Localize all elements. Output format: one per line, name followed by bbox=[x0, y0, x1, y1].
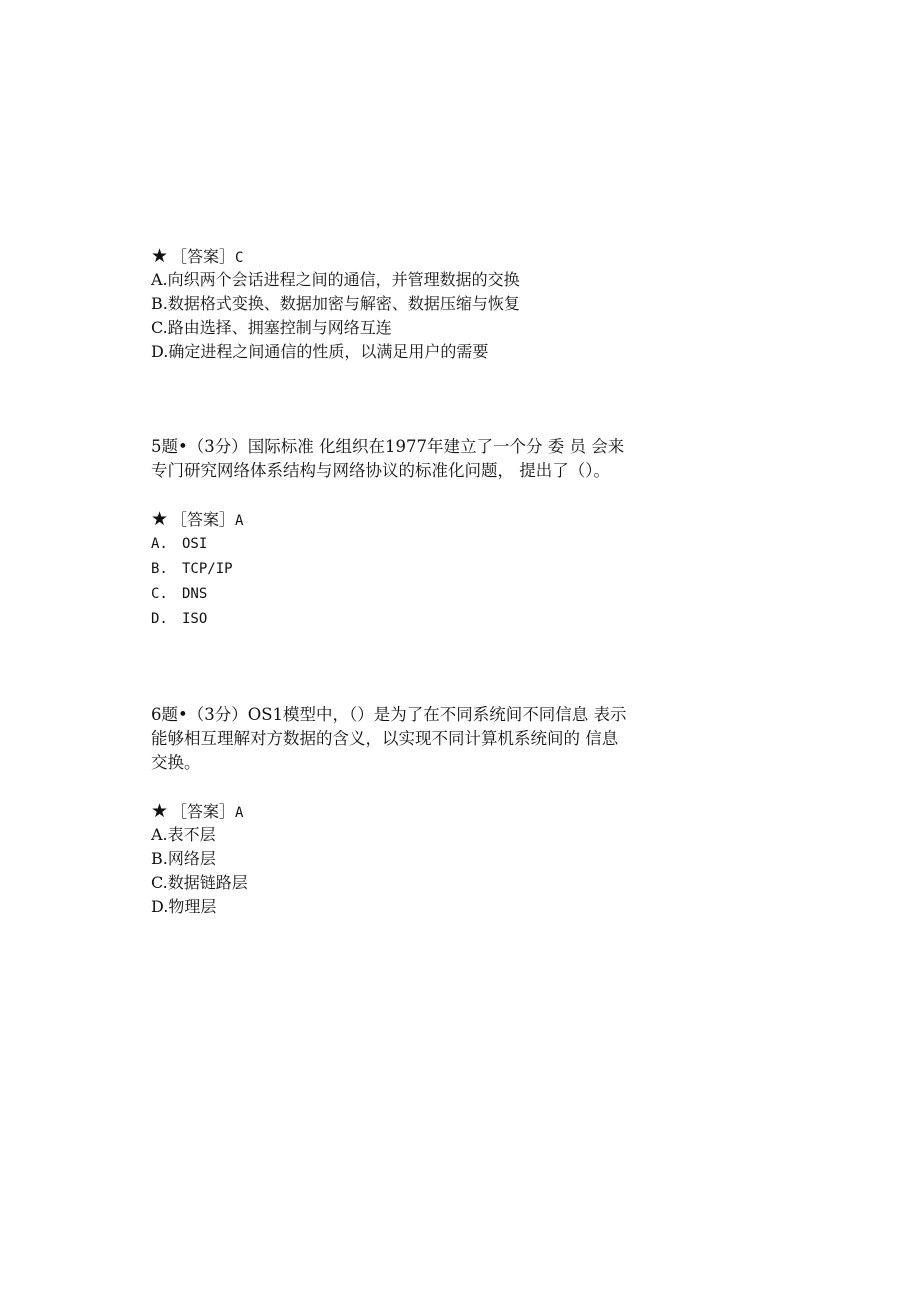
option-d bbox=[151, 606, 711, 631]
option-a: A.向织两个会话进程之间的通信，并管理数据的交换 bbox=[151, 270, 520, 289]
question-text-line-1: 5题•（3分）国际标准 化组织在1977年建立了一个分 委 员 会来 bbox=[151, 437, 625, 456]
option-letter: B. bbox=[151, 561, 168, 577]
question-6-block bbox=[151, 703, 711, 919]
answer-label: ［答案］ bbox=[171, 802, 236, 821]
answer-line bbox=[151, 244, 711, 268]
option-c: C.路由选择、拥塞控制与网络互连 bbox=[151, 318, 392, 337]
question-text-line-1: 6题•（3分）OS1模型中，（）是为了在不同系统间不同信息 表示 bbox=[151, 705, 627, 724]
option-a: A.表不层 bbox=[151, 825, 216, 844]
option-d: D.确定进程之间通信的性质，以满足用户的需要 bbox=[151, 342, 489, 361]
answer-value: A bbox=[235, 805, 244, 821]
option-letter: C. bbox=[151, 586, 168, 602]
star-icon: ★ bbox=[151, 800, 169, 822]
option-letter: D. bbox=[151, 611, 168, 627]
answer-label: ［答案］ bbox=[171, 247, 236, 266]
option-b: B.网络层 bbox=[151, 849, 216, 868]
option-value: TCP/IP bbox=[182, 561, 233, 577]
question-text-line-2: 能够相互理解对方数据的含义，以实现不同计算机系统间的 信息 bbox=[151, 729, 619, 748]
answer-line bbox=[151, 799, 711, 823]
answer-line bbox=[151, 507, 711, 531]
star-icon: ★ bbox=[151, 508, 169, 530]
option-value: ISO bbox=[182, 611, 208, 627]
question-text-line-2: 专门研究网络体系结构与网络协议的标准化问题， 提出了（）。 bbox=[151, 461, 610, 480]
option-value: OSI bbox=[182, 536, 208, 552]
option-d: D.物理层 bbox=[151, 897, 217, 916]
option-a bbox=[151, 531, 711, 556]
answer-label: ［答案］ bbox=[171, 510, 236, 529]
option-value: DNS bbox=[182, 586, 208, 602]
answer-value: C bbox=[235, 250, 244, 266]
question-text-line-3: 交换。 bbox=[151, 753, 201, 772]
option-b: B.数据格式变换、数据加密与解密、数据压缩与恢复 bbox=[151, 294, 520, 313]
option-c: C.数据链路层 bbox=[151, 873, 248, 892]
star-icon: ★ bbox=[151, 245, 169, 267]
option-b bbox=[151, 556, 711, 581]
option-letter: A. bbox=[151, 536, 168, 552]
option-c bbox=[151, 581, 711, 606]
question-5-block bbox=[151, 435, 711, 631]
answer-value: A bbox=[235, 513, 244, 529]
question-4-block bbox=[151, 244, 711, 364]
